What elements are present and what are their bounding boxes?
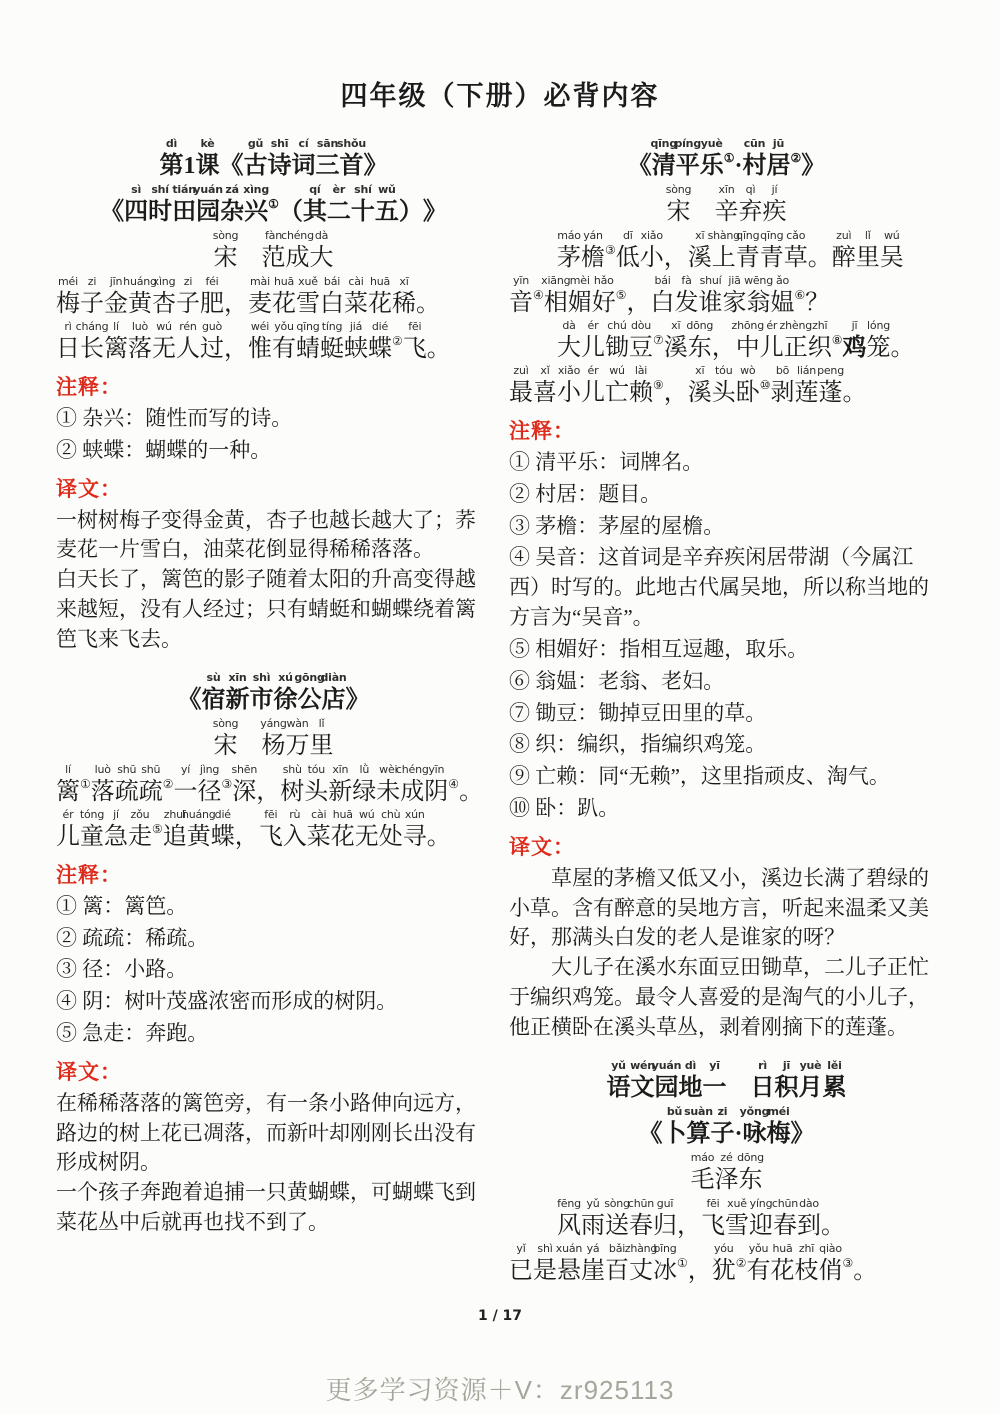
ruby-cell: 1 <box>183 153 196 179</box>
ruby-cell: zhàng 丈 <box>624 1241 658 1284</box>
ruby-cell: huā 花 <box>272 275 296 317</box>
ruby-cell: lián 莲 <box>794 364 819 406</box>
ruby-cell: ， <box>256 778 281 805</box>
note-ref-mark: ⑨ <box>653 378 664 392</box>
ruby-cell: tián 田 <box>172 183 197 225</box>
ruby-cell: tóng 童 <box>79 807 105 850</box>
ruby-cell: zá 杂 <box>220 183 245 225</box>
ruby-cell: 《 <box>219 153 244 179</box>
poem-line <box>56 763 491 807</box>
ruby-cell: bái 白 <box>650 274 675 316</box>
ruby-cell: jiā 家 <box>722 274 747 316</box>
ruby-cell: wú 无 <box>152 320 176 362</box>
ruby-cell: xìng 兴 <box>243 183 269 225</box>
note-ref-mark: ③ <box>605 243 616 257</box>
ruby-cell: dì 第 <box>159 137 184 179</box>
ruby-cell: shù 树 <box>280 762 305 805</box>
ruby-cell: bīng 冰 <box>653 1241 677 1284</box>
page-title: 四年级（下册）必背内容 <box>340 81 660 111</box>
ruby-cell: bǔ 卜 <box>662 1104 687 1147</box>
ruby-cell: xǐ 喜 <box>533 364 557 406</box>
author-line <box>509 1151 944 1195</box>
ruby-cell: dī 低 <box>615 229 640 271</box>
ruby-cell: huā 花 <box>770 1241 795 1284</box>
ruby-cell: zé 泽 <box>714 1150 739 1193</box>
note-ref-mark: ② <box>790 151 802 165</box>
ruby-cell: 《 <box>100 199 125 225</box>
ruby-cell: ， <box>711 335 736 361</box>
ruby-cell: bǎi 百 <box>605 1241 629 1284</box>
ruby-cell: yóu 犹 <box>711 1241 736 1284</box>
ruby-cell: sì 四 <box>124 183 149 225</box>
ruby-cell: xìng 杏 <box>152 275 176 317</box>
ruby-cell: 。 <box>459 778 484 805</box>
ruby-cell: ？ <box>805 290 830 316</box>
note-item: ⑧ 织：编织，指编织鸡笼。 <box>509 732 767 757</box>
note-ref-mark: ⑥ <box>794 288 806 302</box>
ruby-cell: wò 卧 <box>735 364 760 406</box>
ruby-cell: lí 篱 <box>56 762 80 805</box>
ruby-cell: yíng 迎 <box>749 1196 773 1239</box>
ruby-cell: wǔ 五 <box>374 183 399 225</box>
ruby-cell: yuán 园 <box>651 1058 682 1101</box>
ruby-cell: sòng 送 <box>604 1196 630 1239</box>
ruby-cell: wèi 未 <box>376 762 401 805</box>
ruby-cell <box>238 717 262 761</box>
note-item: ⑩ 卧：趴。 <box>509 795 620 820</box>
ruby-cell: chéng 成 <box>281 229 314 271</box>
ruby-cell: xún 寻 <box>402 807 427 850</box>
ruby-cell: lóng 笼 <box>866 319 891 361</box>
ruby-cell: 。 <box>426 823 451 850</box>
ruby-cell: méi 梅 <box>766 1104 791 1147</box>
ruby-cell: lí 篱 <box>104 320 128 362</box>
ruby-cell: shū 疏 <box>114 762 139 805</box>
ruby-cell: bái 白 <box>320 275 344 317</box>
poem-line <box>509 1197 944 1241</box>
ruby-cell: shǒu 首 <box>337 137 366 179</box>
note-item: ② 疏疏：稀疏。 <box>56 925 209 950</box>
ruby-cell: 》 <box>790 1120 815 1147</box>
ruby-cell: sòng 宋 <box>665 183 692 225</box>
ruby-cell: lǜ 绿 <box>352 762 377 805</box>
ruby-cell: xī 溪 <box>687 229 712 271</box>
ruby-cell: （ <box>278 199 303 225</box>
ruby-cell: gǔ 古 <box>243 137 268 179</box>
ruby-cell: jī 鸡 <box>842 319 867 361</box>
ruby-cell: píng 平 <box>674 137 701 179</box>
ruby-cell: fà 发 <box>674 274 699 316</box>
note-item: ③ 径：小路。 <box>56 957 188 982</box>
ruby-cell: ， <box>687 1257 712 1284</box>
ruby-cell: huā 花 <box>330 807 355 850</box>
author-line <box>56 229 491 273</box>
ruby-cell: lǐ 里 <box>309 716 334 759</box>
ruby-cell: zi 子 <box>710 1104 735 1147</box>
ruby-cell: ， <box>626 290 651 316</box>
ruby-cell: ， <box>663 380 688 406</box>
ruby-cell: xī 稀 <box>392 275 416 317</box>
ruby-cell <box>238 229 262 273</box>
ruby-cell: jī 积 <box>774 1058 799 1101</box>
ruby-cell: gōng 公 <box>294 670 325 713</box>
ruby-cell: jí 疾 <box>762 183 787 225</box>
section-heading <box>56 183 491 227</box>
ruby-cell: mèi 媚 <box>567 274 592 316</box>
ruby-cell <box>691 183 715 227</box>
ruby-cell: tíng 蜓 <box>320 320 344 362</box>
ruby-cell: yuè 月 <box>798 1058 823 1101</box>
ruby-cell: xiāng 相 <box>541 274 571 316</box>
poem-line <box>509 1242 944 1286</box>
ruby-cell: máo 茅 <box>557 229 581 271</box>
ruby-cell: xīn 新 <box>225 670 250 713</box>
ruby-cell: qì 弃 <box>738 183 763 225</box>
author-line <box>56 717 491 761</box>
ruby-cell <box>727 1059 751 1103</box>
ruby-cell: ér 儿 <box>56 807 80 850</box>
note-ref-mark: ⑤ <box>152 821 163 836</box>
ruby-cell: suàn 算 <box>684 1104 713 1147</box>
ruby-cell: rì 日 <box>750 1058 775 1101</box>
ruby-cell: shì 市 <box>249 670 274 713</box>
poem-line <box>509 364 944 408</box>
ruby-cell: yǔ 雨 <box>581 1196 605 1239</box>
ruby-cell: zhī 枝 <box>794 1241 819 1284</box>
ruby-cell: yán 檐 <box>581 229 605 271</box>
ruby-cell: zhuī 追 <box>162 807 187 850</box>
ruby-cell: luò 落 <box>90 762 115 805</box>
notes-label: 注释： <box>509 420 575 443</box>
ruby-cell: wén 文 <box>630 1058 655 1101</box>
ruby-cell: zǒu 走 <box>128 807 152 850</box>
ruby-cell: bō 剥 <box>770 364 795 406</box>
ruby-cell: èr 二 <box>326 183 351 225</box>
ruby-cell: shī 诗 <box>267 137 292 179</box>
ruby-cell: guò 过 <box>200 320 224 362</box>
translation-paragraph: 草屋的茅檐又低又小，溪边长满了碧绿的小草。含有醉意的吴地方言，听起来温柔又美好，那满头白发的老人是谁家的呀？ <box>509 865 929 950</box>
ruby-cell: shēn 深 <box>231 762 258 805</box>
ruby-cell: shì 是 <box>533 1241 557 1284</box>
ruby-cell: féi 肥 <box>200 275 224 317</box>
ruby-cell: 。 <box>853 1257 878 1284</box>
note-ref-mark: ⑧ <box>831 333 843 347</box>
ruby-cell: 《 <box>627 153 652 179</box>
author-line <box>509 183 944 227</box>
section-gap <box>509 1043 944 1057</box>
ruby-cell: dòu 豆 <box>629 319 653 361</box>
ruby-cell: qiào 俏 <box>818 1241 843 1284</box>
ruby-cell: rén 人 <box>176 320 200 362</box>
note-item: ⑤ 急走：奔跑。 <box>56 1020 209 1045</box>
ruby-cell: tóu 头 <box>304 762 329 805</box>
ruby-cell: jū 居 <box>766 137 791 179</box>
ruby-cell: 》 <box>422 199 447 225</box>
ruby-cell: xī 溪 <box>663 319 688 361</box>
ruby-cell: wàn 万 <box>285 716 310 759</box>
ruby-cell: jiá 蛱 <box>344 320 368 362</box>
ruby-cell: shí 时 <box>148 183 173 225</box>
ruby-cell: 。 <box>426 336 451 362</box>
ruby-cell: zhī 织 <box>807 319 832 361</box>
left-column <box>56 135 491 1238</box>
ruby-cell: cháng 长 <box>75 320 109 362</box>
ruby-cell: huáng 黄 <box>181 807 216 850</box>
translation-label: 译文： <box>56 477 122 501</box>
ruby-cell: ǎo 媪 <box>770 274 795 316</box>
ruby-cell: jí 急 <box>104 807 128 850</box>
poem-line <box>56 320 491 364</box>
ruby-cell: chūn 春 <box>627 1196 655 1239</box>
poem-line <box>56 275 491 319</box>
ruby-cell: méi 梅 <box>56 275 80 317</box>
ruby-cell: chūn 春 <box>771 1196 799 1239</box>
ruby-cell: zhèng 正 <box>779 319 812 361</box>
ruby-cell: fàn 范 <box>261 229 286 271</box>
note-ref-mark: ① <box>80 776 91 791</box>
ruby-cell: wú 无 <box>354 807 379 850</box>
ruby-cell: qīng 青 <box>759 229 784 271</box>
ruby-cell: chéng 成 <box>395 762 429 805</box>
ruby-cell: ， <box>234 823 259 850</box>
page-number: 1 / 17 <box>477 1308 523 1324</box>
note-ref-mark: ⑦ <box>653 333 664 347</box>
ruby-cell: rì 日 <box>56 320 80 362</box>
ruby-cell: ， <box>224 336 248 362</box>
ruby-cell: sān 三 <box>315 137 340 179</box>
note-ref-mark: ③ <box>221 776 233 791</box>
ruby-cell: lài 赖 <box>629 364 653 406</box>
ruby-cell: wú 吴 <box>879 229 904 271</box>
ruby-cell: xī 溪 <box>687 364 712 406</box>
ruby-cell: cài 菜 <box>344 275 368 317</box>
ruby-cell: máo 毛 <box>690 1150 715 1193</box>
note-ref-mark: ④ <box>533 288 544 302</box>
ruby-cell: ， <box>224 291 248 317</box>
ruby-cell: yáng 杨 <box>260 716 287 759</box>
ruby-cell: dié 蝶 <box>368 320 392 362</box>
ruby-cell: jìng 径 <box>197 762 222 805</box>
ruby-cell: yǒu 有 <box>746 1241 771 1284</box>
ruby-cell: dà 大 <box>309 229 334 271</box>
ruby-cell: fēng 风 <box>557 1196 581 1239</box>
ruby-cell: · <box>734 153 743 179</box>
ruby-cell: tóu 头 <box>711 364 736 406</box>
note-item: ① 篱：篱笆。 <box>56 893 188 918</box>
ruby-cell: qīng 清 <box>650 137 677 179</box>
ruby-cell: sòng 宋 <box>212 716 239 759</box>
ruby-cell: shuí 谁 <box>698 274 723 316</box>
ruby-cell: qīng 蜻 <box>296 320 320 362</box>
ruby-cell: · <box>734 1120 743 1147</box>
ruby-cell: ér 儿 <box>581 364 605 406</box>
ruby-cell: peng 蓬 <box>817 364 844 406</box>
note-ref-mark: ② <box>735 1255 747 1270</box>
ruby-cell: xīn 辛 <box>714 183 739 225</box>
ruby-cell: chù 处 <box>378 807 403 850</box>
note-ref-mark: ① <box>677 1255 688 1270</box>
translation-label: 译文： <box>56 1060 122 1084</box>
ruby-cell: sù 宿 <box>201 670 226 713</box>
ruby-cell: qí 其 <box>302 183 327 225</box>
ruby-cell: fēi 飞 <box>701 1196 725 1239</box>
ruby-cell: ér 儿 <box>759 319 784 361</box>
note-item: ① 清平乐：词牌名。 <box>509 450 704 474</box>
poem-line <box>509 274 944 318</box>
ruby-cell: 》 <box>801 153 826 179</box>
ruby-cell: zi 子 <box>176 275 200 317</box>
ruby-cell: yī 一 <box>702 1058 727 1101</box>
ruby-cell: sòng 宋 <box>212 229 239 271</box>
translation-paragraph: 在稀稀落落的篱笆旁，有一条小路伸向远方，路边的树上花已凋落，而新叶却刚刚长出没有形成树阴。 <box>56 1090 476 1175</box>
ruby-cell: 。 <box>842 380 867 406</box>
ruby-cell: zuì 最 <box>509 364 533 406</box>
ruby-cell: guī 归 <box>653 1196 677 1239</box>
ruby-cell: mài 麦 <box>248 275 272 317</box>
ruby-cell: yí 一 <box>173 762 198 805</box>
note-item: ⑥ 翁媪：老翁、老妇。 <box>509 668 725 693</box>
ruby-cell: ， <box>677 1212 701 1239</box>
ruby-cell: chú 锄 <box>605 319 629 361</box>
watermark: 更多学习资源＋V：zr925113 <box>325 1375 675 1405</box>
ruby-cell: xuán 悬 <box>555 1241 583 1284</box>
ruby-cell: xiǎo 小 <box>639 229 664 271</box>
ruby-cell: 》 <box>363 153 388 179</box>
ruby-cell: 。 <box>821 1212 845 1239</box>
ruby-cell: yǐ 已 <box>509 1241 533 1284</box>
note-ref-mark: ⑤ <box>615 288 627 302</box>
section-heading <box>56 137 491 181</box>
ruby-cell: yuè 乐 <box>699 137 724 179</box>
ruby-cell: xiǎo 小 <box>557 364 581 406</box>
poem-line <box>56 808 491 852</box>
section-heading <box>509 137 944 181</box>
ruby-cell: ér 儿 <box>581 319 605 361</box>
ruby-cell: dà 大 <box>557 319 581 361</box>
ruby-cell: dì 地 <box>678 1058 703 1101</box>
ruby-cell: 》 <box>345 686 370 713</box>
ruby-cell: yīn 阴 <box>424 762 449 805</box>
note-item: ⑤ 相媚好：指相互逗趣，取乐。 <box>509 636 809 661</box>
content-columns <box>0 113 1000 1287</box>
note-item: ④ 阴：树叶茂盛浓密而形成的树阴。 <box>56 989 398 1014</box>
ruby-cell: wēng 翁 <box>744 274 773 316</box>
translation-label: 译文： <box>509 835 575 859</box>
note-item: ① 杂兴：随性而写的诗。 <box>56 406 293 430</box>
note-item: ④ 吴音：这首词是辛弃疾闲居带湖（今属江西）时写的。此地古代属吴地，所以称当地的方言为“吴音”。 <box>509 545 929 630</box>
notes-label: 注释： <box>56 376 122 399</box>
ruby-cell: 。 <box>890 335 915 361</box>
ruby-cell: 。 <box>807 245 832 271</box>
ruby-cell: cǎo 草 <box>783 229 808 271</box>
note-ref-mark: ⑩ <box>759 378 771 392</box>
section-heading <box>56 671 491 715</box>
ruby-cell: kè 课 <box>195 137 220 179</box>
note-ref-mark: ① <box>723 151 735 165</box>
ruby-cell: cūn 村 <box>742 137 767 179</box>
ruby-cell: fēi 飞 <box>258 807 283 850</box>
right-column <box>509 135 944 1287</box>
note-item: ② 蛱蝶：蝴蝶的一种。 <box>56 437 272 462</box>
note-ref-mark: ③ <box>842 1255 854 1270</box>
ruby-cell: shū 疏 <box>138 762 163 805</box>
ruby-cell: cí 词 <box>291 137 316 179</box>
ruby-cell: xú 徐 <box>273 670 298 713</box>
ruby-cell: shàng 上 <box>707 229 740 271</box>
ruby-cell: zuì 醉 <box>831 229 856 271</box>
ruby-cell: luò 落 <box>128 320 152 362</box>
translation-paragraph: 一个孩子奔跑着追捕一只黄蝴蝶，可蝴蝶飞到菜花丛中后就再也找不到了。 <box>56 1180 476 1234</box>
ruby-cell: 《 <box>177 686 202 713</box>
note-ref-mark: ④ <box>448 776 460 791</box>
ruby-cell: dié 蝶 <box>210 807 235 850</box>
ruby-cell: qīng 青 <box>735 229 760 271</box>
note-item: ⑦ 锄豆：锄掉豆田里的草。 <box>509 700 767 725</box>
ruby-cell: lěi 累 <box>822 1058 847 1101</box>
ruby-cell: lǐ 里 <box>855 229 880 271</box>
note-item: ③ 茅檐：茅屋的屋檐。 <box>509 513 725 538</box>
ruby-cell: diàn 店 <box>320 670 347 713</box>
ruby-cell: zi 子 <box>80 275 104 317</box>
note-ref-mark: ② <box>392 334 403 348</box>
ruby-cell: dào 到 <box>797 1196 821 1239</box>
ruby-cell: cài 菜 <box>306 807 331 850</box>
ruby-cell: xuě 雪 <box>296 275 320 317</box>
poem-line <box>509 319 944 363</box>
note-item: ② 村居：题目。 <box>509 481 662 506</box>
ruby-cell: huáng 黄 <box>123 275 157 317</box>
ruby-cell: yá 崖 <box>581 1241 605 1284</box>
translation-paragraph: 白天长了，篱笆的影子随着太阳的升高变得越来越短，没有人经过；只有蜻蜓和蝴蝶绕着篱笆飞来飞去。 <box>56 567 476 651</box>
ruby-cell: jīn 金 <box>104 275 128 317</box>
ruby-cell: yǔ 语 <box>606 1058 631 1101</box>
ruby-cell: fēi 飞 <box>402 320 427 362</box>
ruby-cell: hǎo 好 <box>591 274 616 316</box>
ruby-cell: yuán 园 <box>193 183 223 225</box>
note-ref-mark: ② <box>162 776 174 791</box>
ruby-cell: xīn 新 <box>328 762 353 805</box>
ruby-cell: shí 十 <box>350 183 375 225</box>
translation-paragraph: 一树树梅子变得金黄，杏子也越长越大了；荞麦花一片雪白，油菜花倒显得稀稀落落。 <box>56 507 476 562</box>
translation-paragraph: 大儿子在溪水东面豆田锄草，二儿子正忙于编织鸡笼。最令人喜爱的是淘气的小儿子，他正横卧在溪头草丛，剥着刚摘下的莲蓬。 <box>509 955 929 1039</box>
note-ref-mark: ① <box>268 197 279 211</box>
ruby-cell: ， <box>663 245 688 271</box>
ruby-cell: wéi 惟 <box>248 320 272 362</box>
ruby-cell: zhōng 中 <box>731 319 764 361</box>
ruby-cell: rù 入 <box>282 807 307 850</box>
note-item: ⑨ 亡赖：同“无赖”，这里指顽皮、淘气。 <box>509 764 890 789</box>
ruby-cell: dōng 东 <box>737 1150 764 1193</box>
ruby-cell: 《 <box>638 1120 663 1147</box>
ruby-cell: dōng 东 <box>686 319 714 361</box>
ruby-cell: yǒu 有 <box>272 320 296 362</box>
section-heading <box>509 1059 944 1103</box>
ruby-cell: yǒng 咏 <box>739 1104 770 1147</box>
ruby-cell: ） <box>398 199 423 225</box>
ruby-cell: xuě 雪 <box>725 1196 749 1239</box>
ruby-cell: 。 <box>416 291 440 317</box>
ruby-cell: wú 亡 <box>605 364 629 406</box>
section-heading <box>509 1105 944 1149</box>
notes-label: 注释： <box>56 863 122 887</box>
ruby-cell: yīn 音 <box>509 274 533 316</box>
poem-line <box>509 229 944 273</box>
ruby-cell: huā 花 <box>368 275 392 317</box>
section-gap <box>56 655 491 669</box>
